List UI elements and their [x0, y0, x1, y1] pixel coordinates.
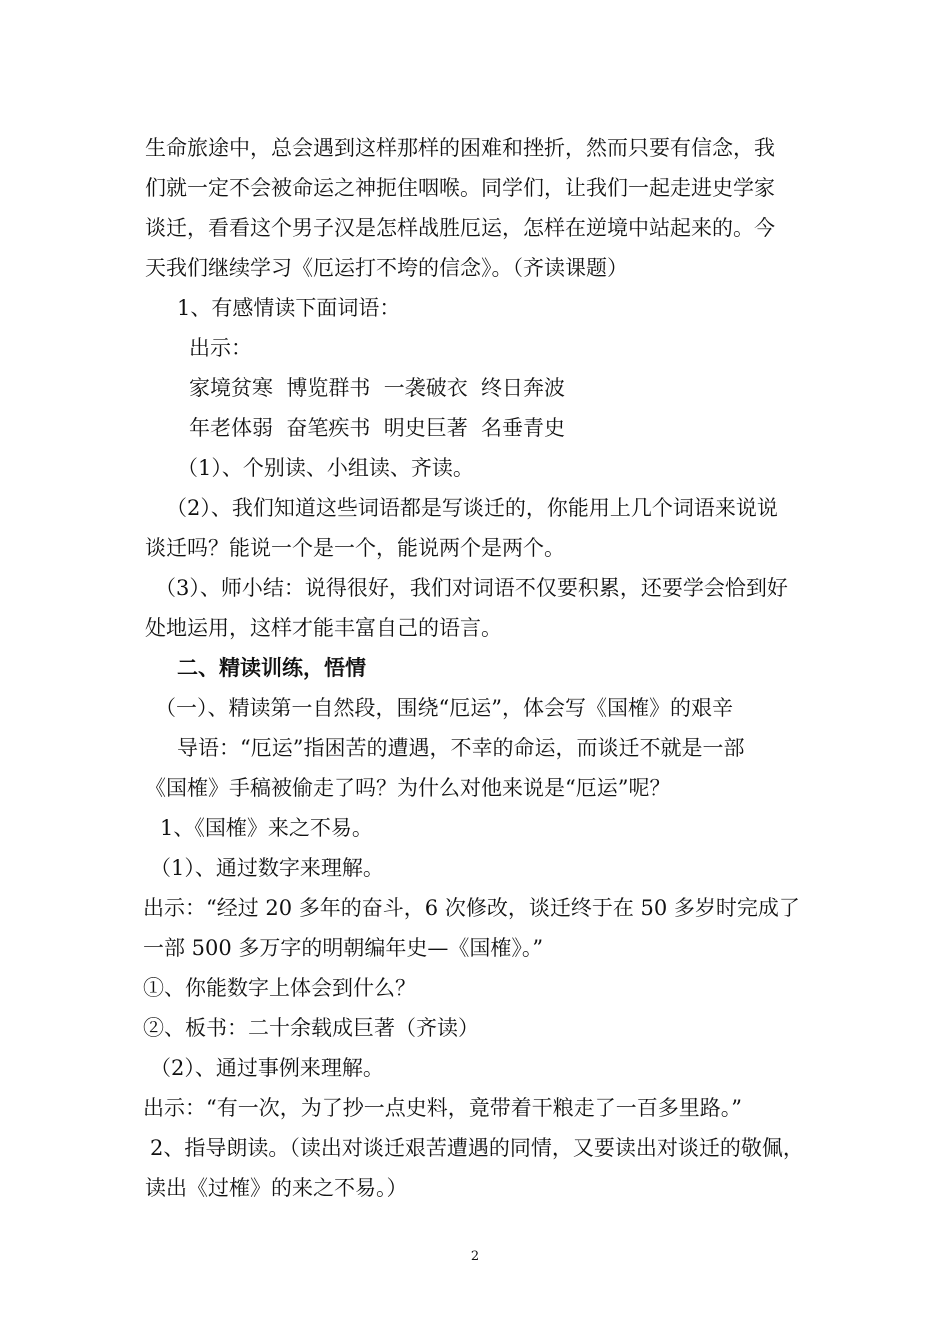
paragraph-line: 读出《过榷》的来之不易。） — [145, 1176, 408, 1200]
paragraph-line: （2）、通过事例来理解。 — [150, 1056, 384, 1080]
paragraph-line: 生命旅途中，总会遇到这样那样的困难和挫折，然而只要有信念，我 — [145, 136, 775, 160]
paragraph-line: 1、有感情读下面词语： — [177, 296, 401, 320]
paragraph-line: 导语：“厄运”指困苦的遭遇，不幸的命运，而谈迁不就是一部 — [177, 736, 745, 760]
paragraph-line: ①、你能数字上体会到什么？ — [143, 976, 416, 1000]
paragraph-line: ②、板书：二十余载成巨著（齐读） — [143, 1016, 479, 1040]
word-list-line: 家境贫寒 博览群书 一袭破衣 终日奔波 — [189, 376, 566, 400]
paragraph-line: 2、指导朗读。（读出对谈迁艰苦遭遇的同情，又要读出对谈迁的敬佩， — [150, 1136, 804, 1160]
word-list-line: 年老体弱 奋笔疾书 明史巨著 名垂青史 — [189, 416, 566, 440]
paragraph-line: （1）、通过数字来理解。 — [150, 856, 384, 880]
paragraph-line: （2）、我们知道这些词语都是写谈迁的，你能用上几个词语来说说 — [166, 496, 778, 520]
paragraph-line: （一）、精读第一自然段，围绕“厄运”，体会写《国榷》的艰辛 — [155, 696, 733, 720]
paragraph-line: 谈迁，看看这个男子汉是怎样战胜厄运，怎样在逆境中站起来的。今 — [145, 216, 775, 240]
paragraph-line: 们就一定不会被命运之神扼住咽喉。同学们，让我们一起走进史学家 — [145, 176, 775, 200]
page-number: 2 — [470, 1249, 480, 1264]
paragraph-line: 出示：“有一次，为了抄一点史料，竟带着干粮走了一百多里路。” — [143, 1096, 742, 1120]
paragraph-line: 一部 500 多万字的明朝编年史—《国榷》。” — [143, 936, 544, 960]
paragraph-line: 天我们继续学习《厄运打不垮的信念》。（齐读课题） — [145, 256, 628, 280]
paragraph-line: 处地运用，这样才能丰富自己的语言。 — [145, 616, 502, 640]
paragraph-line: （1）、个别读、小组读、齐读。 — [177, 456, 474, 480]
section-heading: 二、精读训练，悟情 — [177, 655, 366, 680]
paragraph-line: 出示： — [189, 336, 252, 360]
paragraph-line: 《国榷》手稿被偷走了吗？为什么对他来说是“厄运”呢？ — [145, 776, 671, 800]
paragraph-line: 出示：“经过 20 多年的奋斗，6 次修改，谈迁终于在 50 多岁时完成了 — [143, 896, 800, 920]
paragraph-line: （3）、师小结：说得很好，我们对词语不仅要积累，还要学会恰到好 — [155, 576, 788, 600]
paragraph-line: 1、《国榷》来之不易。 — [160, 816, 373, 840]
paragraph-line: 谈迁吗？能说一个是一个，能说两个是两个。 — [145, 536, 565, 560]
